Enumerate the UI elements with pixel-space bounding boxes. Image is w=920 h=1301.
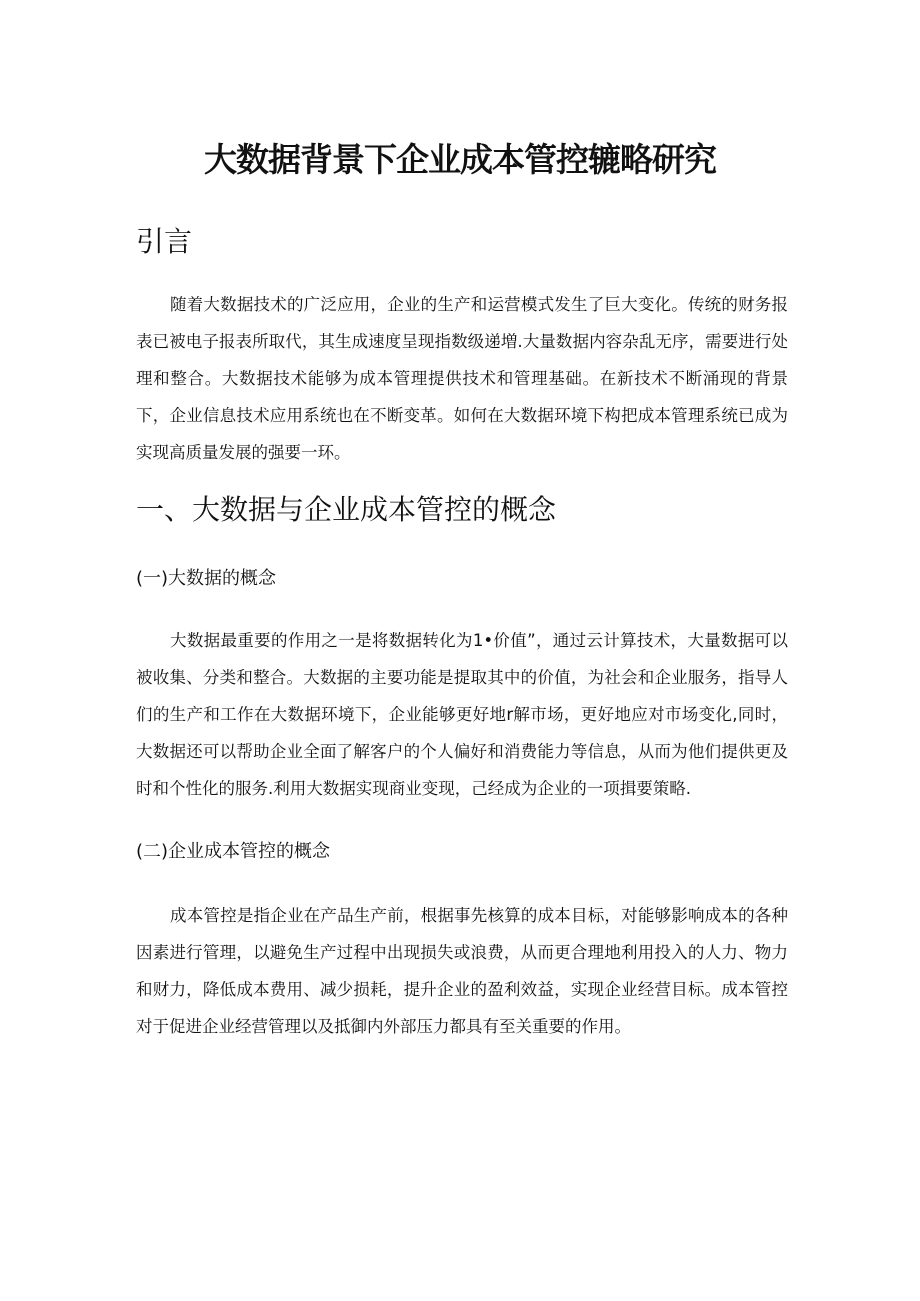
subsection-heading-cost-control-concept: (二)企业成本管控的概念 (136, 841, 331, 862)
section-heading-big-data-and-cost-control: 一、大数据与企业成本管控的概念 (136, 493, 557, 526)
document-title: 大数据背景下企业成本管控辘略研究 (204, 140, 716, 179)
cost-control-concept-paragraph: 成本管控是指企业在产品生产前，根据事先核算的成本目标，对能够影响成本的各种因素进行管理，以避免生产过程中出现损失或浪费，从而更合理地利用投入的人力、物力和财力，降低成本费用、减少损耗，提升企业的盈利效益，实现企业经营目标。成本管控对于促进企业经营管理以及抵御内外部压力都具有至关重要的作用。 (136, 906, 788, 1036)
intro-paragraph: 随着大数据技术的广泛应用，企业的生产和运营模式发生了巨大变化。传统的财务报表已被电子报表所取代，其生成速度呈现指数级递増.大量数据内容杂乱无序，需要进行处理和整合。大数据技术能够为成本管理提供技术和管理基础。在新技术不断涌现的背景下，企业信息技术应用系统也在不断变革。如何在大数据环境下构把成本管理系统已成为实现高质量发展的强要一环。 (136, 295, 788, 462)
big-data-concept-paragraph: 大数据最重要的作用之一是将数据转化为1•价值”，通过云计算技术，大量数据可以被收集、分类和整合。大数据的主要功能是提取其中的价值，为社会和企业服务，指导人们的生产和工作在大数据环境下，企业能够更好地r解市场，更好地应对市场变化,同时，大数据还可以帮助企业全面了解客户的个人偏好和消费能力等信息，从而为他们提供更及时和个性化的服务.利用大数据实现商业变现，己经成为企业的一项揖要策略. (136, 631, 788, 798)
subsection-heading-big-data-concept: (一)大数据的概念 (136, 568, 277, 589)
intro-heading: 引言 (136, 225, 193, 258)
